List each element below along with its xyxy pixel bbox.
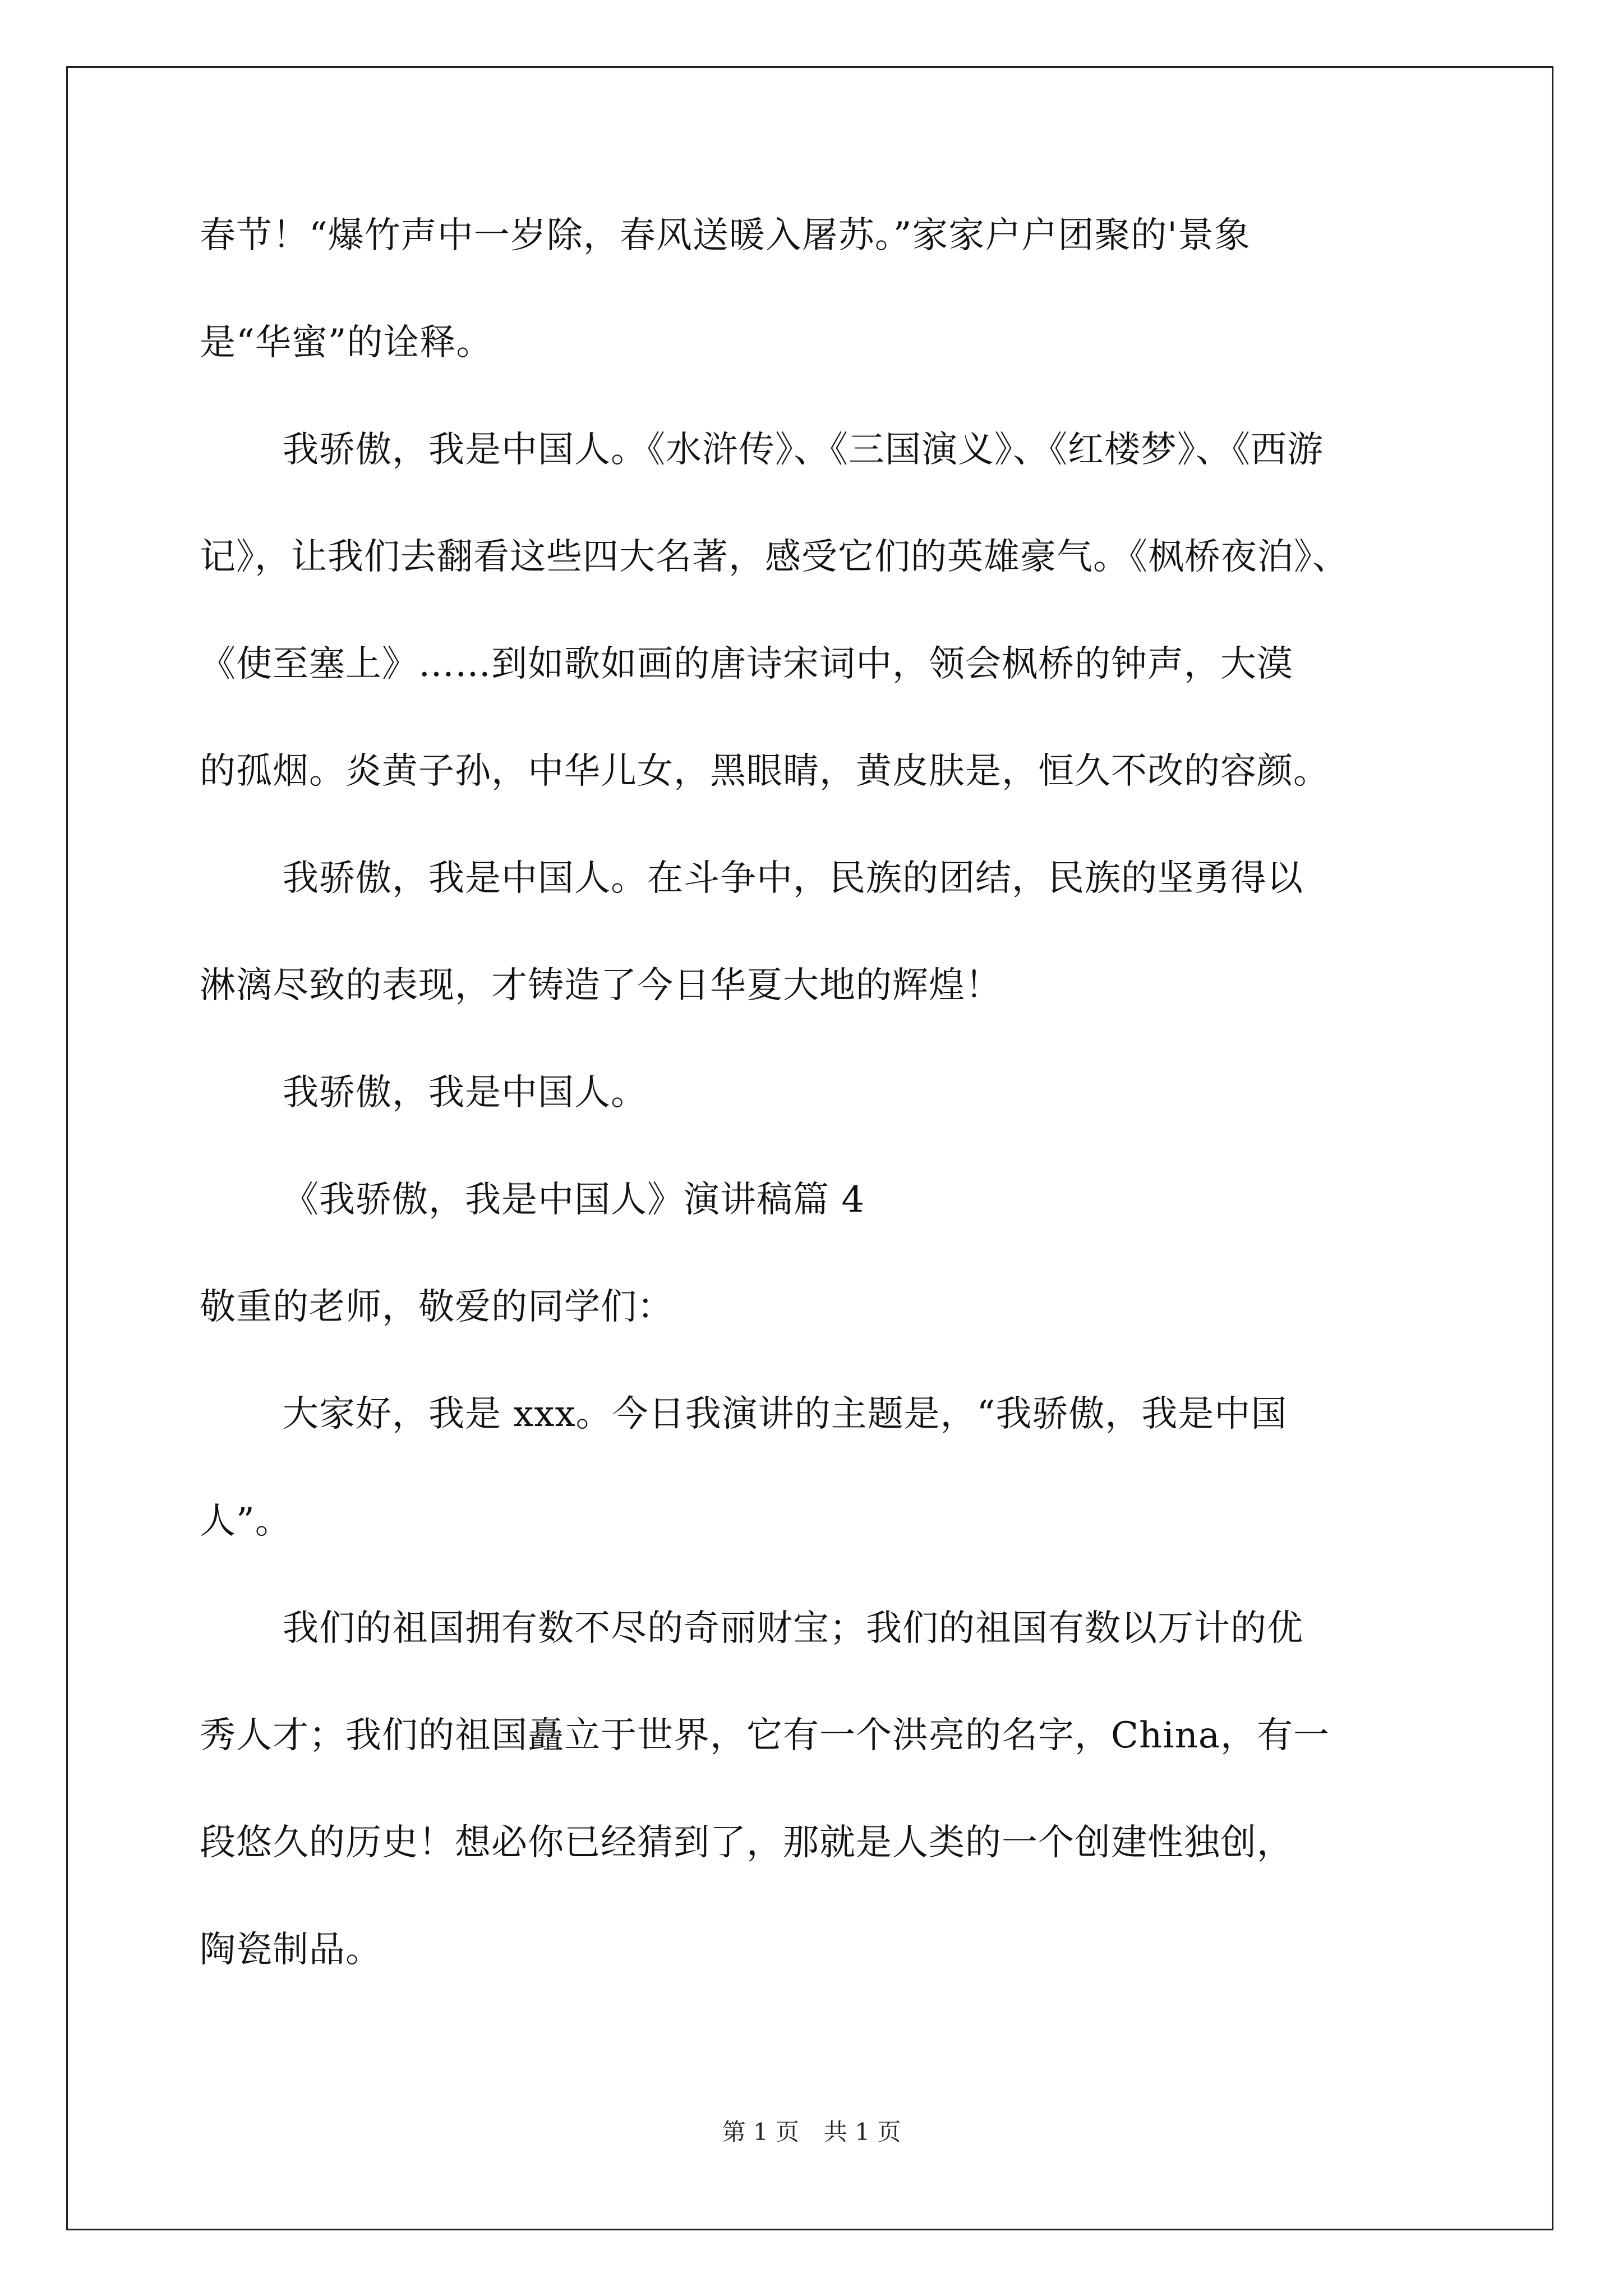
text-line: 的孤烟。炎黄子孙，中华儿女，黑眼睛，黄皮肤是，恒久不改的容颜。 [200, 751, 1330, 792]
text-line: 淋漓尽致的表现，才铸造了今日华夏大地的辉煌！ [200, 965, 1002, 1006]
text-line: 秀人才；我们的祖国矗立于世界，它有一个洪亮的名字，China，有一 [200, 1715, 1330, 1756]
text-line: 我骄傲，我是中国人。《水浒传》、《三国演义》、《红楼梦》、《西游 [283, 429, 1324, 471]
text-line: 我们的祖国拥有数不尽的奇丽财宝；我们的祖国有数以万计的优 [283, 1608, 1303, 1649]
page-total: 共 1 页 [824, 2118, 901, 2146]
section-heading: 《我骄傲，我是中国人》演讲稿篇 4 [283, 1179, 865, 1221]
salutation: 敬重的老师，敬爱的同学们： [200, 1286, 674, 1328]
page-number: 第 1 页 [722, 2118, 799, 2146]
text-line: 我骄傲，我是中国人。在斗争中，民族的团结，民族的坚勇得以 [283, 858, 1303, 899]
text-line: 是“华蜜”的诠释。 [200, 322, 493, 364]
text-line: 陶瓷制品。 [200, 1929, 382, 1971]
text-line: 春节！“爆竹声中一岁除，春风送暖入屠苏。”家家户户团聚的'景象 [200, 215, 1251, 256]
text-line: 《使至塞上》……到如歌如画的唐诗宋词中，领会枫桥的钟声，大漠 [200, 643, 1293, 685]
document-body [200, 215, 1433, 2039]
text-line: 段悠久的历史！想必你已经猜到了，那就是人类的一个创建性独创， [200, 1822, 1293, 1864]
text-line: 大家好，我是 xxx。今日我演讲的主题是，“我骄傲，我是中国 [283, 1393, 1288, 1435]
text-line: 人”。 [200, 1501, 292, 1542]
text-line: 我骄傲，我是中国人。 [283, 1072, 647, 1114]
page-footer [0, 2120, 1623, 2144]
text-line: 记》，让我们去翻看这些四大名著，感受它们的英雄豪气。《枫桥夜泊》、 [200, 536, 1349, 578]
